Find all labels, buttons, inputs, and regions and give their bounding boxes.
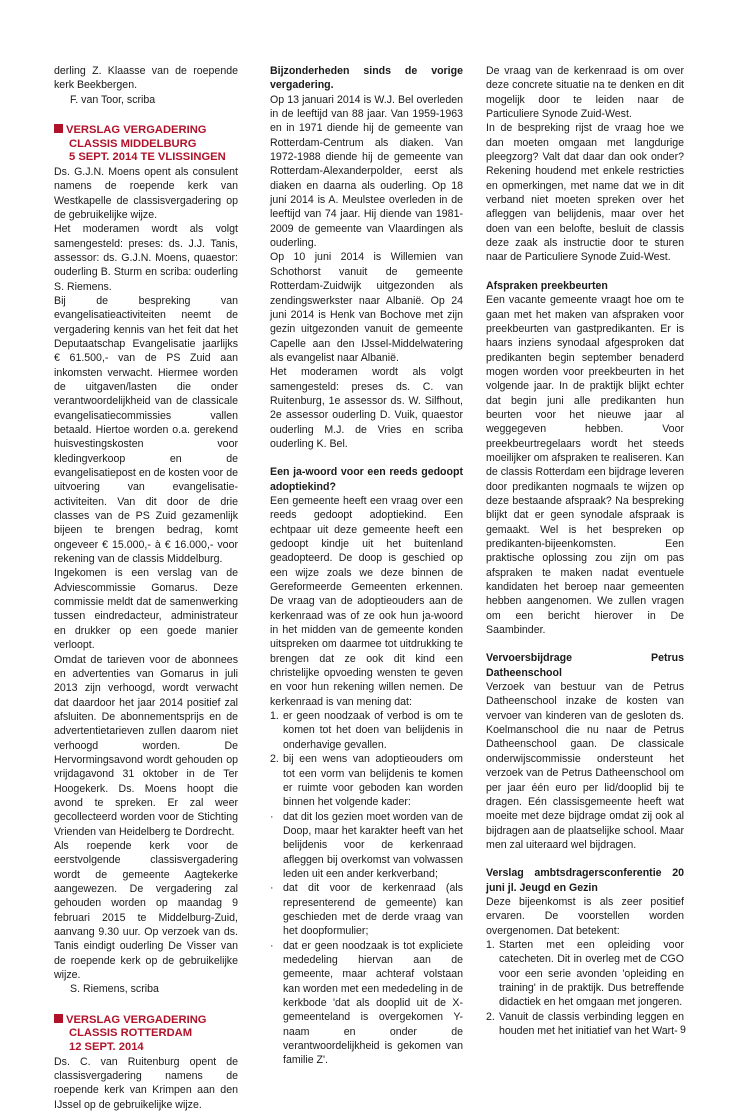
paragraph: Het moderamen wordt als volgt samengesteld: preses: ds. J.J. Tanis, assessor: ds. G.J.N. Moens, quaestor: ouderling B. Sturm en scriba: ouderling S. Riemens.	[54, 223, 238, 293]
paragraph: Als roepende kerk voor de eerstvolgende classisvergadering wordt de gemeente Aagtekerke aangewezen. De vergadering zal gehouden worden op maandag 9 februari 2015 te Middelburg-Zuid, aanvang 9.30 uur. Op verzoek van ds. Tanis eindigt ouderling De Visser van de roepende kerk op de gebruikelijke wijze.	[54, 839, 238, 982]
column-2	[270, 64, 463, 1068]
page-number: 9	[680, 1024, 686, 1036]
square-bullet-icon	[54, 1014, 63, 1023]
paragraph: Het moderamen wordt als volgt samengesteld: preses ds. C. van Ruitenburg, 1e assessor ds. W. Silfhout, 2e assessor ouderling D. Vuik, quaestor ouderling M.J. de Vries en scriba ouderling K. Bel.	[270, 366, 463, 450]
list-item: 1. Starten met een opleiding voor catecheten. Dit in overleg met de CGO voor een serie avonden 'opleiding en training' in de praktijk. Dus betreffende didactiek en het omgaan met jongeren.	[486, 938, 684, 1009]
section-heading: VERSLAG VERGADERING CLASSIS ROTTERDAM 12 SEPT. 2014	[54, 1014, 238, 1055]
paragraph: Een vacante gemeente vraagt hoe om te gaan met het maken van afspraken voor preekbeurten van gastpredikanten. Er is haars inziens synodaal afgesproken dat predikanten begin september benaderd mogen worden voor preekbeurten in het volgende jaar. In de praktijk blijkt echter dat begin juni alle predikanten hun beurten voor het nieuwe jaar al weggegeven hebben. Voor preekbeurtregelaars wordt het steeds moeilijker om afspraken te realiseren. Kan de classis Rotterdam een bijdrage leveren door predikanten nogmaals te wijzen op deze bestaande afspraak? Na bespreking blijkt dat er geen synodale afspraak is gemaakt. Wel is het bespreken op predikanten-bijeenkomsten. Een praktische oplossing zou zijn om pas afspraken te maken nadat eventuele kandidaten het beroep naar gemeenten hebben aangenomen. We zullen vragen om een bericht hierover in De Saambinder.	[486, 294, 684, 637]
paragraph: derling Z. Klaasse van de roepende kerk Beekbergen.	[54, 65, 238, 92]
paragraph: Verzoek van bestuur van de Petrus Datheenschool inzake de kosten van vervoer van kinderen van de gesloten ds. Koelmanschool die nu naar de Petrus Datheenschool gaan. De classicale onderwijscommissie ondersteunt het verzoek van de Petrus Datheenschool om per jaar één euro per lid/dooplid bij te dragen. Eén classisgemeente heeft wat moeite met deze bijdrage omdat zij ook al bijdragen aan de plaatselijke school. Maar men zal uiteraard wel bijdragen.	[486, 681, 684, 851]
list-item: · dat dit los gezien moet worden van de Doop, maar het karakter heeft van het belijdenis voor de kerkenraad afleggen bij overkomst van volwassen leden uit een ander kerkverband;	[270, 810, 463, 880]
subheading: Vervoersbijdrage Petrus Datheenschool	[486, 652, 684, 679]
signature: S. Riemens, scriba	[70, 983, 159, 996]
section-heading: VERSLAG VERGADERING CLASSIS MIDDELBURG 5 SEPT. 2014 TE VLISSINGEN	[54, 124, 238, 165]
subheading: Bijzonderheden sinds de vorige vergadering.	[270, 65, 463, 92]
paragraph: Deze bijeenkomst is als zeer positief ervaren. De voorstellen worden overgenomen. Dat betekent:	[486, 895, 684, 937]
list-item: · dat dit voor de kerkenraad (als representerend de gemeente) kan geschieden met de derde vraag van het doopformulier;	[270, 882, 463, 938]
subheading: Verslag ambtsdragersconferentie 20 juni jl. Jeugd en Gezin	[486, 867, 684, 894]
square-bullet-icon	[54, 124, 63, 133]
paragraph: Op 10 juni 2014 is Willemien van Schothorst vanuit de gemeente Rotterdam-Zuidwijk uitgezonden als zendingswerkster naar Albanië. Op 24 juni 2014 is Henk van Bochove met zijn gezin uitgezonden vanuit de gemeente Capelle aan den IJssel-Middelwatering als evangelist naar Albanië.	[270, 251, 463, 364]
subheading: Afspraken preekbeurten	[486, 279, 608, 292]
list-item: 2. bij een wens van adoptieouders om tot een vorm van belijdenis te komen er ruimte voor geboden kan worden binnen het volgende kader:	[270, 753, 463, 809]
paragraph: Bij de bespreking van evangelisatieactiviteiten neemt de vergadering kennis van het feit dat het Deputaatschap Evangelisatie jaarlijks € 61.500,- van de PS Zuid aan inkomsten verwacht. Hiermee worden de uitgaven/lasten die onder verantwoordelijkheid van de classicale evangelisatiecommissies vallen betaald. Hiertoe worden o.a. gerekend huisvestingskosten voor kledingverkoop en de evangelisatiepost en de kosten voor de uitvoering van evangelisatie-activiteiten. Van dit door de drie classes van de PS Zuid gezamenlijk bijeen te brengen bedrag, komt ongeveer € 15.000,- à € 16.000,- voor rekening van de classis Middelburg.	[54, 294, 238, 566]
column-1	[54, 64, 238, 1112]
list-item: 1. er geen noodzaak of verbod is om te komen tot het doen van belijdenis in onderhavige gevallen.	[270, 710, 463, 751]
list-item: 2. Vanuit de classis verbinding leggen en houden met het initiatief van het Wart-	[486, 1010, 684, 1037]
list-item: · dat er geen noodzaak is tot expliciete mededeling hiervan aan de gemeente, maar achteraf volstaan kan worden met een mededeling in de kerkbode 'dat als dooplid uit de X-gemeenteland is overgekomen Y-naam en onder de verantwoordelijkheid is gekomen van familie Z'.	[270, 939, 463, 1067]
signature: F. van Toor, scriba	[70, 93, 156, 106]
paragraph: Ds. G.J.N. Moens opent als consulent namens de roepende kerk van Westkapelle de classisvergadering op de gebruikelijke wijze.	[54, 165, 238, 221]
paragraph: Ds. C. van Ruitenburg opent de classisvergadering namens de roepende kerk van Krimpen aan den IJssel op de gebruikelijke wijze.	[54, 1055, 238, 1111]
paragraph: Omdat de tarieven voor de abonnees en advertenties van Gomarus in juli 2013 zijn verhoogd, wordt verwacht dat daardoor het jaar 2014 positief zal afsluiten. De abonnementsprijs en de advertentietarieven zullen daarom niet verhoogd worden. De Hervormingsavond wordt gehouden op vrijdagavond 31 oktober in de Ter Hoogekerk. Ds. Moens hoopt die avond te spreken. Er zal weer gecollecteerd worden voor de Stichting Vrienden van Heidelberg te Dordrecht.	[54, 653, 238, 838]
column-3	[486, 64, 684, 1038]
paragraph: De vraag van de kerkenraad is om over deze concrete situatie na te denken en dit mogelijk door te leiden naar de Particuliere Synode Zuid-West.	[486, 65, 684, 121]
subheading: Een ja-woord voor een reeds gedoopt adoptiekind?	[270, 466, 463, 493]
paragraph: Een gemeente heeft een vraag over een reeds gedoopt adoptiekind. Een echtpaar uit deze gemeente heeft een gedoopt kindje uit het buitenland geadopteerd. De doop is geschied op een wijze zoals we deze binnen de Gereformeerde Gemeenten erkennen. De vraag van de adoptieouders aan de kerkenraad was of ze ook hun ja-woord in het midden van de gemeente konden uitspreken om daarmee tot uitdrukking te brengen dat ze ook dit kind een christelijke opvoeding wensten te geven en voor hun rekening willen nemen. De kerkenraad is van mening dat:	[270, 494, 463, 708]
paragraph: In de bespreking rijst de vraag hoe we dan moeten omgaan met langdurige pleegzorg? Valt dat daar dan ook onder? Rekening houdend met enkele restricties en opmerkingen, met name dat we in dit verband niet moeten spreken over het afleggen van belijdenis, maar over het doen van een belofte, besluit de classis deze zaak als instructie door te sturen naar de Particuliere Synode Zuid-West.	[486, 122, 684, 264]
paragraph: Op 13 januari 2014 is W.J. Bel overleden in de leeftijd van 88 jaar. Van 1959-1963 en in 1971 diende hij de gemeente van Rotterdam-Centrum als diaken. Van 1972-1988 diende hij de gemeente van Rotterdam-Alexanderpolder, eerst als diaken en daarna als ouderling. Op 18 juni 2014 is A. Meulstee overleden in de leeftijd van 74 jaar. Hij diende van 1981-2009 de gemeente van Vlaardingen als ouderling.	[270, 93, 463, 250]
paragraph: Ingekomen is een verslag van de Adviescommissie Gomarus. Deze commissie meldt dat de samenwerking tussen eindredacteur, administrateur en drukker op een goede manier verloopt.	[54, 567, 238, 652]
